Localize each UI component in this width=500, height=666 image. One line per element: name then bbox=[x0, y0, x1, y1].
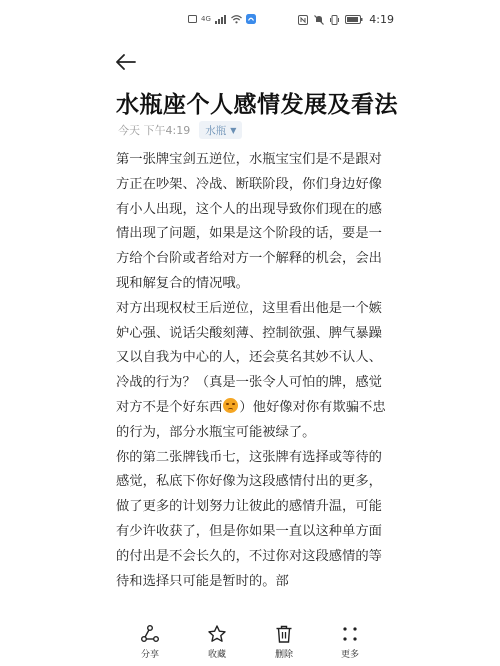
paragraph-text: 对方出现权杖王后逆位，这里看出他是一个嫉妒心强、说话尖酸刻薄、控制欲强、脾气暴躁又以自我为中心的人，还会莫名其妙不认人、冷战的行为？（真是一张令人可怕的牌，感觉对方不是个好东西 bbox=[116, 300, 382, 415]
worried-face-emoji-icon bbox=[223, 398, 238, 413]
battery-icon bbox=[345, 15, 363, 24]
notification-icon bbox=[188, 15, 197, 23]
star-icon bbox=[207, 624, 227, 644]
mute-icon bbox=[314, 15, 324, 25]
caret-down-icon: ▼ bbox=[230, 125, 237, 135]
more-button[interactable] bbox=[325, 624, 375, 660]
app-notification-icon bbox=[246, 14, 256, 24]
network-type-label: 4G bbox=[201, 15, 211, 23]
paragraph: 你的第二张牌钱币七，这张牌有选择或等待的感觉，私底下你好像为这段感情付出的更多，做了更多的计划努力让彼此的感情升温，可能有少许收获了，但是你如果一直以这种单方面的付出是不会长久的，不过你对这段感情的等待和选择只可能是暂时的。部 bbox=[116, 449, 382, 589]
arrow-left-icon bbox=[114, 50, 138, 74]
wifi-icon bbox=[231, 15, 242, 24]
article-title: 水瓶座个人感情发展及看法 bbox=[116, 92, 398, 118]
more-label: 更多 bbox=[340, 650, 359, 660]
status-time: 4:19 bbox=[369, 13, 394, 26]
share-icon bbox=[140, 624, 160, 644]
bottom-toolbar bbox=[0, 620, 500, 666]
trash-icon bbox=[274, 624, 294, 644]
tag-chip[interactable] bbox=[199, 121, 242, 139]
nfc-icon bbox=[298, 15, 308, 25]
status-right bbox=[298, 13, 394, 26]
favorite-label: 收藏 bbox=[207, 650, 226, 660]
status-bar bbox=[0, 0, 500, 34]
delete-button[interactable] bbox=[259, 624, 309, 660]
vibrate-icon bbox=[330, 15, 339, 25]
paragraph bbox=[116, 297, 388, 446]
signal-icon bbox=[215, 15, 227, 24]
paragraph-text: ）他好像对你有欺骗不忠的行为，部分水瓶宝可能被绿了。 bbox=[116, 399, 386, 440]
favorite-button[interactable] bbox=[192, 624, 242, 660]
share-button[interactable] bbox=[125, 624, 175, 660]
article-meta bbox=[118, 121, 242, 139]
article-body bbox=[116, 148, 388, 594]
paragraph: 第一张牌宝剑五逆位，水瓶宝宝们是不是跟对方正在吵架、冷战、断联阶段，你们身边好像有小人出现，这个人的出现导致你们现在的感情出现了问题，如果是这个阶段的话，要是一方给个台阶或者给对方一个解释的机会，会出现和解复合的情况哦。 bbox=[116, 152, 382, 291]
share-label: 分享 bbox=[140, 650, 159, 660]
delete-label: 删除 bbox=[274, 650, 293, 660]
status-left bbox=[188, 14, 256, 24]
back-button[interactable] bbox=[114, 50, 138, 74]
more-dots-icon bbox=[340, 624, 360, 644]
article-time: 今天 下午4:19 bbox=[118, 124, 191, 137]
tag-label: 水瓶 bbox=[205, 124, 227, 137]
